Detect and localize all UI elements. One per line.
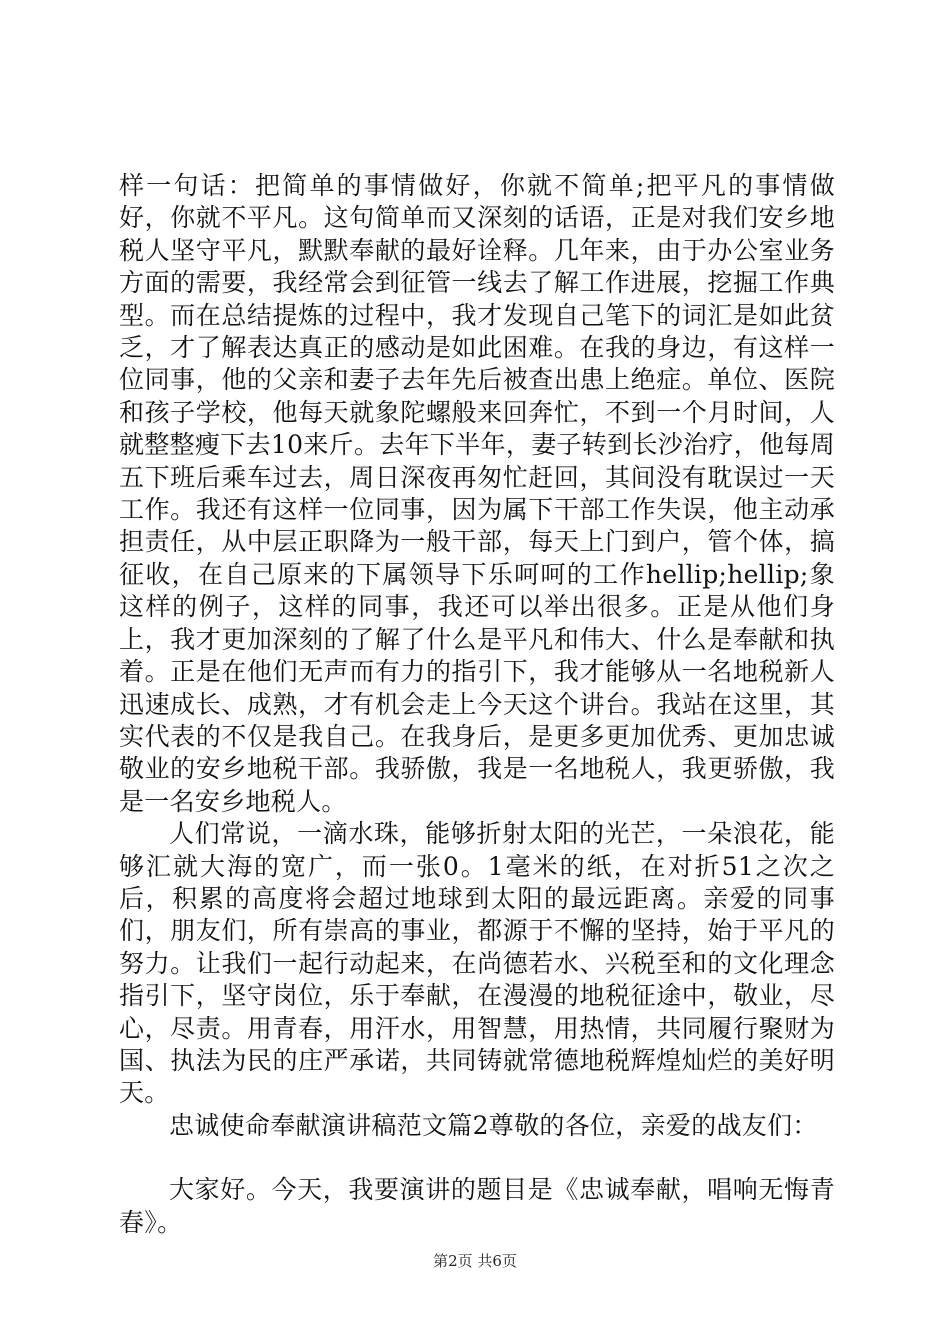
page-number-footer: 第2页 共6页 — [433, 1252, 517, 1270]
paragraph-conclusion: 人们常说，一滴水珠，能够折射太阳的光芒，一朵浪花，能够汇就大海的宽广，而一张0。1毫米的纸，在对折51之次之后，积累的高度将会超过地球到太阳的最远距离。亲爱的同事们，朋友们，所有崇高的事业，都源于不懈的坚持，始于平凡的努力。让我们一起行动起来，在尚德若水、兴税至和的文化理念指引下，坚守岗位，乐于奉献，在漫漫的地税征途中，敬业，尽心，尽责。用青春，用汗水，用智慧，用热情，共同履行聚财为国、执法为民的庄严承诺，共同铸就常德地税辉煌灿烂的美好明天。 — [119, 819, 835, 1108]
document-body — [119, 170, 835, 1239]
paragraph-continuation: 样一句话：把简单的事情做好，你就不简单;把平凡的事情做好，你就不平凡。这句简单而又深刻的话语，正是对我们安乡地税人坚守平凡，默默奉献的最好诠释。几年来，由于办公室业务方面的需要，我经常会到征管一线去了解工作进展，挖掘工作典型。而在总结提炼的过程中，我才发现自己笔下的词汇是如此贫乏，才了解表达真正的感动是如此困难。在我的身边，有这样一位同事，他的父亲和妻子去年先后被查出患上绝症。单位、医院和孩子学校，他每天就象陀螺般来回奔忙，不到一个月时间，人就整整瘦下去10来斤。去年下半年，妻子转到长沙治疗，他每周五下班后乘车过去，周日深夜再匆忙赶回，其间没有耽误过一天工作。我还有这样一位同事，因为属下干部工作失误，他主动承担责任，从中层正职降为一般干部，每天上门到户，管个体，搞征收，在自己原来的下属领导下乐呵呵的工作hellip;hellip;象这样的例子，这样的同事，我还可以举出很多。正是从他们身上，我才更加深刻的了解了什么是平凡和伟大、什么是奉献和执着。正是在他们无声而有力的指引下，我才能够从一名地税新人迅速成长、成熟，才有机会走上今天这个讲台。我站在这里，其实代表的不仅是我自己。在我身后，是更多更加优秀、更加忠诚敬业的安乡地税干部。我骄傲，我是一名地税人，我更骄傲，我是一名安乡地税人。 — [119, 171, 835, 816]
paragraph-greeting: 大家好。今天，我要演讲的题目是《忠诚奉献，唱响无悔青春》。 — [119, 1175, 835, 1237]
paragraph-section-heading: 忠诚使命奉献演讲稿范文篇2尊敬的各位，亲爱的战友们： — [169, 1110, 818, 1140]
